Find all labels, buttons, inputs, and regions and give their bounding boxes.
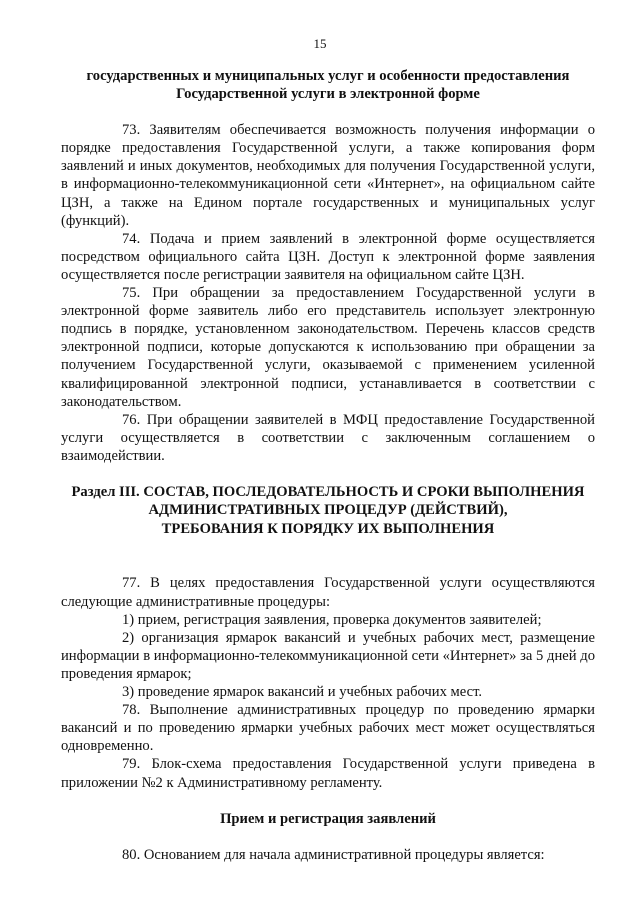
- list-item-1: 1) прием, регистрация заявления, проверка документов заявителей;: [122, 611, 542, 628]
- paragraph-80: 80. Основанием для начала административной процедуры является:: [122, 846, 545, 863]
- subheading: Прием и регистрация заявлений: [220, 810, 436, 827]
- paragraph-75: 75. При обращении за предоставлением Государственной услуги в электронной форме заявитель либо его представитель использует электронную подпись в порядке, установленном законодательством. Перечень классов средств электронной подписи, которые допускаются к использованию при обращении за получением Государственной услуги, оказываемой с применением усиленной квалифицированной электронной подписи, устанавливается в соответствии с законодательством.: [61, 285, 595, 410]
- list-item-3: 3) проведение ярмарок вакансий и учебных рабочих мест.: [122, 684, 483, 701]
- paragraph-73: 73. Заявителям обеспечивается возможность получения информации о порядке предоставления Государственной услуги, а также копирования форм заявлений и иных документов, необходимых для получения Государственной услуги, в информационно-телекоммуникационной сети «Интернет», на официальном сайте ЦЗН, а также на Едином портале государственных и муниципальных услуг (функций).: [61, 122, 595, 229]
- paragraph-74: 74. Подача и прием заявлений в электронной форме осуществляется посредством официального сайта ЦЗН. Доступ к электронной форме заявления осуществляется после регистрации заявителя на официальном сайте ЦЗН.: [61, 230, 595, 283]
- page-content: [61, 67, 595, 864]
- title-line: Государственной услуги в электронной форме: [176, 86, 480, 103]
- section-heading-line: ТРЕБОВАНИЯ К ПОРЯДКУ ИХ ВЫПОЛНЕНИЯ: [161, 520, 495, 537]
- page-number: 15: [313, 36, 327, 51]
- section-heading-line: АДМИНИСТРАТИВНЫХ ПРОЦЕДУР (ДЕЙСТВИЙ),: [148, 502, 508, 519]
- section-heading: [61, 483, 595, 539]
- list-item-2: 2) организация ярмарок вакансий и учебных рабочих мест, размещение информации в информационно-телекоммуникационной сети «Интернет» за 5 дней до проведения ярмарок;: [61, 629, 595, 682]
- section-heading-line: Раздел III. СОСТАВ, ПОСЛЕДОВАТЕЛЬНОСТЬ И СРОКИ ВЫПОЛНЕНИЯ: [71, 483, 585, 500]
- paragraph-79: 79. Блок-схема предоставления Государственной услуги приведена в приложении №2 к Административному регламенту.: [61, 756, 595, 791]
- title-continuation: [61, 67, 595, 103]
- paragraph-78: 78. Выполнение административных процедур по проведению ярмарки вакансий и по проведению ярмарки учебных рабочих мест может осуществляться одновременно.: [61, 702, 595, 755]
- paragraph-77: 77. В целях предоставления Государственной услуги осуществляются следующие административные процедуры:: [61, 575, 595, 610]
- title-line: государственных и муниципальных услуг и особенности предоставления: [86, 68, 570, 84]
- paragraph-76: 76. При обращении заявителей в МФЦ предоставление Государственной услуги осуществляется в соответствии с заключенным соглашением о взаимодействии.: [61, 411, 595, 464]
